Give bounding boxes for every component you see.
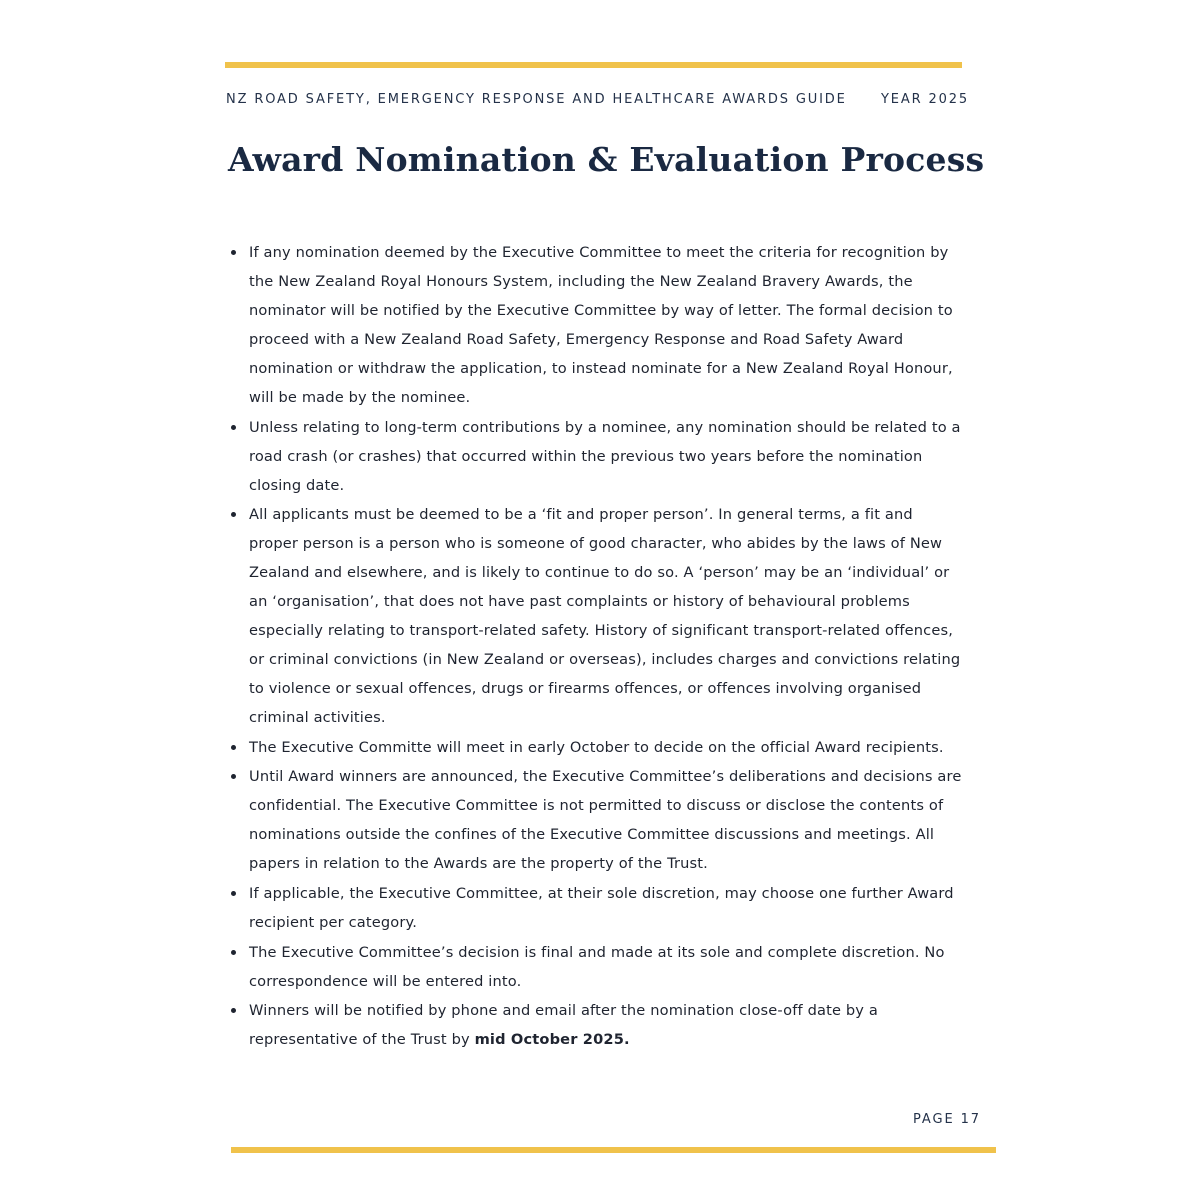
bullet-list	[226, 238, 966, 1055]
bullet-text: Winners will be notified by phone and email after the nomination close-off date by a representative of the Trust by	[249, 1002, 878, 1049]
header-year-label: YEAR 2025	[881, 92, 969, 107]
bullet-text: All applicants must be deemed to be a ‘fit and proper person’. In general terms, a fit and proper person is a person who is someone of good character, who abides by the laws of New Zealand and elsewhere, and is likely to continue to do so. A ‘person’ may be an ‘individual’ or an ‘organisation’, that does not have past complaints or history of behavioural problems especially relating to transport-related safety. History of significant transport-related offences, or criminal convictions (in New Zealand or overseas), includes charges and convictions relating to violence or sexual offences, drugs or firearms offences, or offences involving organised criminal activities.	[249, 506, 961, 727]
bullet-dot-icon	[231, 745, 236, 750]
bullet-item-royal-honours	[226, 238, 966, 412]
bullet-dot-icon	[231, 950, 236, 955]
bullet-dot-icon	[231, 1008, 236, 1013]
bullet-dot-icon	[231, 512, 236, 517]
bullet-text: If any nomination deemed by the Executive Committee to meet the criteria for recognition by the New Zealand Royal Honours System, including the New Zealand Bravery Awards, the nominator will be notified by the Executive Committee by way of letter. The formal decision to proceed with a New Zealand Road Safety, Emergency Response and Road Safety Award nomination or withdraw the application, to instead nominate for a New Zealand Royal Honour, will be made by the nominee.	[249, 244, 953, 406]
bullet-text: Until Award winners are announced, the Executive Committee’s deliberations and decisions are confidential. The Executive Committee is not permitted to discuss or disclose the contents of nominations outside the confines of the Executive Committee discussions and meetings. All papers in relation to the Awards are the property of the Trust.	[249, 768, 962, 873]
page-title: Award Nomination & Evaluation Process	[228, 140, 985, 179]
bullet-text: If applicable, the Executive Committee, at their sole discretion, may choose one further Award recipient per category.	[249, 884, 954, 931]
bullet-dot-icon	[231, 250, 236, 255]
bullet-item-confidentiality	[226, 762, 966, 878]
bottom-accent-rule	[231, 1147, 996, 1153]
bullet-item-further-recipient	[226, 879, 966, 937]
bullet-dot-icon	[231, 425, 236, 430]
top-accent-rule	[225, 62, 962, 68]
page-number: PAGE 17	[913, 1112, 981, 1127]
bullet-item-decision-final	[226, 938, 966, 996]
bullet-item-fit-and-proper	[226, 500, 966, 732]
header-guide-title: NZ ROAD SAFETY, EMERGENCY RESPONSE AND HEALTHCARE AWARDS GUIDE	[226, 92, 847, 107]
bullet-text: The Executive Committe will meet in early October to decide on the official Award recipients.	[249, 738, 944, 756]
bullet-item-winner-notification	[226, 996, 966, 1054]
bullet-text: Unless relating to long-term contributions by a nominee, any nomination should be related to a road crash (or crashes) that occurred within the previous two years before the nomination closing date.	[249, 418, 961, 494]
bullet-item-crash-timeframe	[226, 413, 966, 500]
bullet-item-committee-meeting	[226, 733, 966, 762]
bullet-dot-icon	[231, 891, 236, 896]
bullet-dot-icon	[231, 774, 236, 779]
bullet-text: The Executive Committee’s decision is final and made at its sole and complete discretion. No correspondence will be entered into.	[249, 943, 945, 990]
notification-date: mid October 2025.	[474, 1031, 630, 1049]
